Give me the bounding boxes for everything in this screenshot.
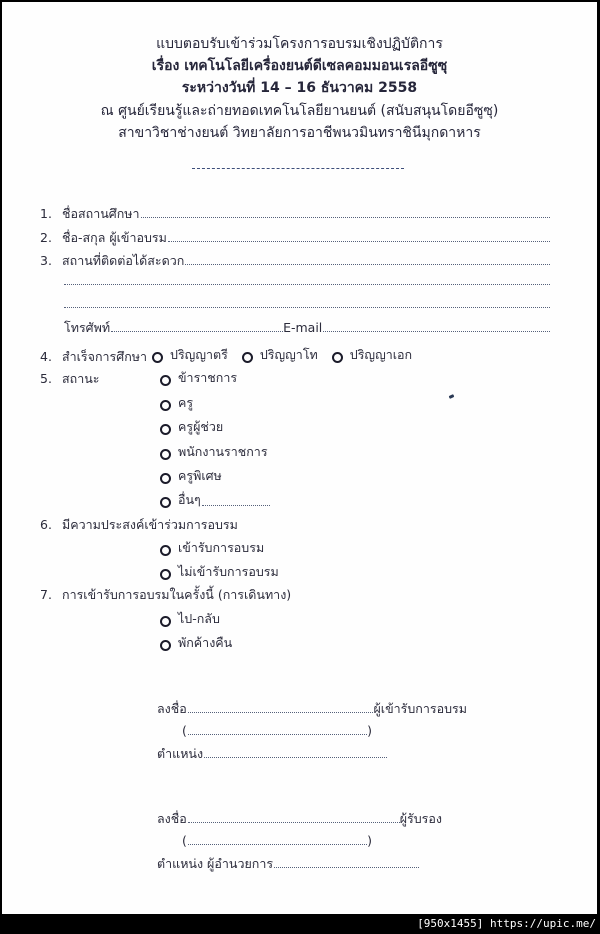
- field-education: [40, 346, 426, 366]
- radio-circle-icon[interactable]: [160, 449, 171, 460]
- option-label: ครูพิเศษ: [178, 468, 222, 483]
- form-subject: เรื่อง เทคโนโลยีเครื่องยนต์ดีเซลคอมมอนเรลอีซูซุ: [151, 58, 448, 74]
- option-label: พนักงานราชการ: [178, 444, 268, 459]
- certifier-signature-line: [157, 810, 442, 828]
- trainee-position: [157, 745, 387, 763]
- radio-overnight[interactable]: [160, 634, 232, 652]
- form-venue: ณ ศูนย์เรียนรู้และถ่ายทอดเทคโนโลยียานยนต์ (สนับสนุนโดยอีซูซุ): [100, 103, 499, 119]
- watermark-bar: [0, 914, 600, 934]
- trainee-name-input[interactable]: [188, 722, 367, 735]
- radio-circle-icon[interactable]: [152, 352, 163, 363]
- option-label: ครู: [178, 395, 194, 410]
- radio-bachelor[interactable]: [152, 346, 228, 364]
- radio-special-teacher[interactable]: [160, 467, 222, 485]
- radio-government-employee[interactable]: [160, 443, 268, 461]
- certifier-signature-input[interactable]: [188, 810, 400, 823]
- header-divider: [192, 168, 404, 169]
- option-label: พักค้างคืน: [178, 635, 233, 650]
- role-label: ผู้เข้ารับการอบรม: [373, 701, 467, 716]
- form-page: [2, 2, 597, 914]
- field-number: 6.: [40, 517, 52, 532]
- paren-open: (: [182, 723, 187, 738]
- trainee-signature-input[interactable]: [188, 700, 374, 713]
- phone-label: โทรศัพท์: [64, 320, 111, 335]
- field-contact: [64, 319, 550, 337]
- radio-attend[interactable]: [160, 539, 264, 557]
- paren-close: ): [367, 833, 372, 848]
- field-label: มีความประสงค์เข้าร่วมการอบรม: [62, 517, 238, 532]
- field-number: 1.: [40, 206, 52, 221]
- radio-master[interactable]: [242, 346, 318, 364]
- certifier-name-input[interactable]: [188, 832, 367, 845]
- address-input-line-3[interactable]: [64, 307, 550, 308]
- sign-label: ลงชื่อ: [157, 811, 187, 826]
- radio-civil-servant[interactable]: [160, 369, 237, 387]
- radio-circle-icon[interactable]: [160, 400, 171, 411]
- field-number: 2.: [40, 230, 52, 245]
- certifier-position: [157, 855, 419, 873]
- radio-assistant-teacher[interactable]: [160, 418, 223, 436]
- field-number: 5.: [40, 371, 52, 386]
- radio-round-trip[interactable]: [160, 610, 220, 628]
- scan-speck: [449, 394, 455, 399]
- position-label: ตำแหน่ง: [157, 746, 204, 761]
- field-number: 4.: [40, 348, 52, 364]
- radio-circle-icon[interactable]: [160, 375, 171, 386]
- option-label: อื่นๆ: [178, 492, 201, 507]
- field-label: ชื่อสถานศึกษา: [62, 206, 140, 221]
- trainee-position-input[interactable]: [204, 745, 387, 758]
- field-label: สถานที่ติดต่อได้สะดวก: [62, 253, 185, 268]
- field-travel: [40, 586, 291, 604]
- option-label: ไป-กลับ: [178, 611, 220, 626]
- radio-circle-icon[interactable]: [160, 545, 171, 556]
- certifier-printed-name: [182, 832, 372, 850]
- trainee-printed-name: [182, 722, 372, 740]
- sign-label: ลงชื่อ: [157, 701, 187, 716]
- option-label: ครูผู้ช่วย: [178, 419, 224, 434]
- role-label: ผู้รับรอง: [399, 811, 442, 826]
- certifier-position-input[interactable]: [274, 855, 419, 868]
- phone-input-line[interactable]: [111, 319, 283, 332]
- field-label: สำเร็จการศึกษา: [62, 348, 148, 364]
- option-label: ข้าราชการ: [178, 370, 238, 385]
- radio-circle-icon[interactable]: [242, 352, 253, 363]
- watermark-text: [950x1455] https://upic.me/: [417, 917, 596, 930]
- form-date: ระหว่างวันที่ 14 – 16 ธันวาคม 2558: [181, 80, 418, 96]
- field-name: [40, 229, 550, 247]
- field-number: 3.: [40, 253, 52, 268]
- radio-teacher[interactable]: [160, 394, 193, 412]
- trainee-signature-line: [157, 700, 467, 718]
- radio-doctorate[interactable]: [332, 346, 412, 364]
- option-label: ไม่เข้ารับการอบรม: [178, 564, 279, 579]
- field-number: 7.: [40, 587, 52, 602]
- field-label: ชื่อ-สกุล ผู้เข้าอบรม: [62, 230, 167, 245]
- email-input-line[interactable]: [323, 319, 550, 332]
- radio-circle-icon[interactable]: [160, 640, 171, 651]
- paren-close: ): [367, 723, 372, 738]
- option-label: เข้ารับการอบรม: [178, 540, 265, 555]
- other-input-line[interactable]: [202, 494, 270, 506]
- field-label: การเข้ารับการอบรมในครั้งนี้ (การเดินทาง): [62, 587, 292, 602]
- radio-circle-icon[interactable]: [160, 424, 171, 435]
- school-input-line[interactable]: [141, 205, 550, 218]
- form-department: สาขาวิชาช่างยนต์ วิทยาลัยการอาชีพนวมินทราชินีมุกดาหาร: [118, 125, 481, 141]
- field-school: [40, 205, 550, 223]
- radio-not-attend[interactable]: [160, 563, 279, 581]
- field-address: [40, 252, 550, 270]
- paren-open: (: [182, 833, 187, 848]
- radio-circle-icon[interactable]: [160, 473, 171, 484]
- form-title: แบบตอบรับเข้าร่วมโครงการอบรมเชิงปฏิบัติการ: [156, 36, 443, 52]
- address-input-line[interactable]: [185, 252, 550, 265]
- field-label: สถานะ: [62, 371, 100, 386]
- address-input-line-2[interactable]: [64, 284, 550, 285]
- radio-circle-icon[interactable]: [160, 497, 171, 508]
- option-label: ปริญญาเอก: [349, 347, 413, 362]
- field-intent: [40, 516, 238, 534]
- option-label: ปริญญาตรี: [170, 347, 228, 362]
- position-label: ตำแหน่ง ผู้อำนวยการ: [157, 856, 274, 871]
- name-input-line[interactable]: [168, 229, 550, 242]
- radio-circle-icon[interactable]: [332, 352, 343, 363]
- radio-circle-icon[interactable]: [160, 569, 171, 580]
- radio-circle-icon[interactable]: [160, 616, 171, 627]
- radio-other[interactable]: [160, 491, 270, 509]
- field-status: [40, 370, 99, 388]
- option-label: ปริญญาโท: [259, 347, 318, 362]
- email-label: E-mail: [283, 320, 323, 335]
